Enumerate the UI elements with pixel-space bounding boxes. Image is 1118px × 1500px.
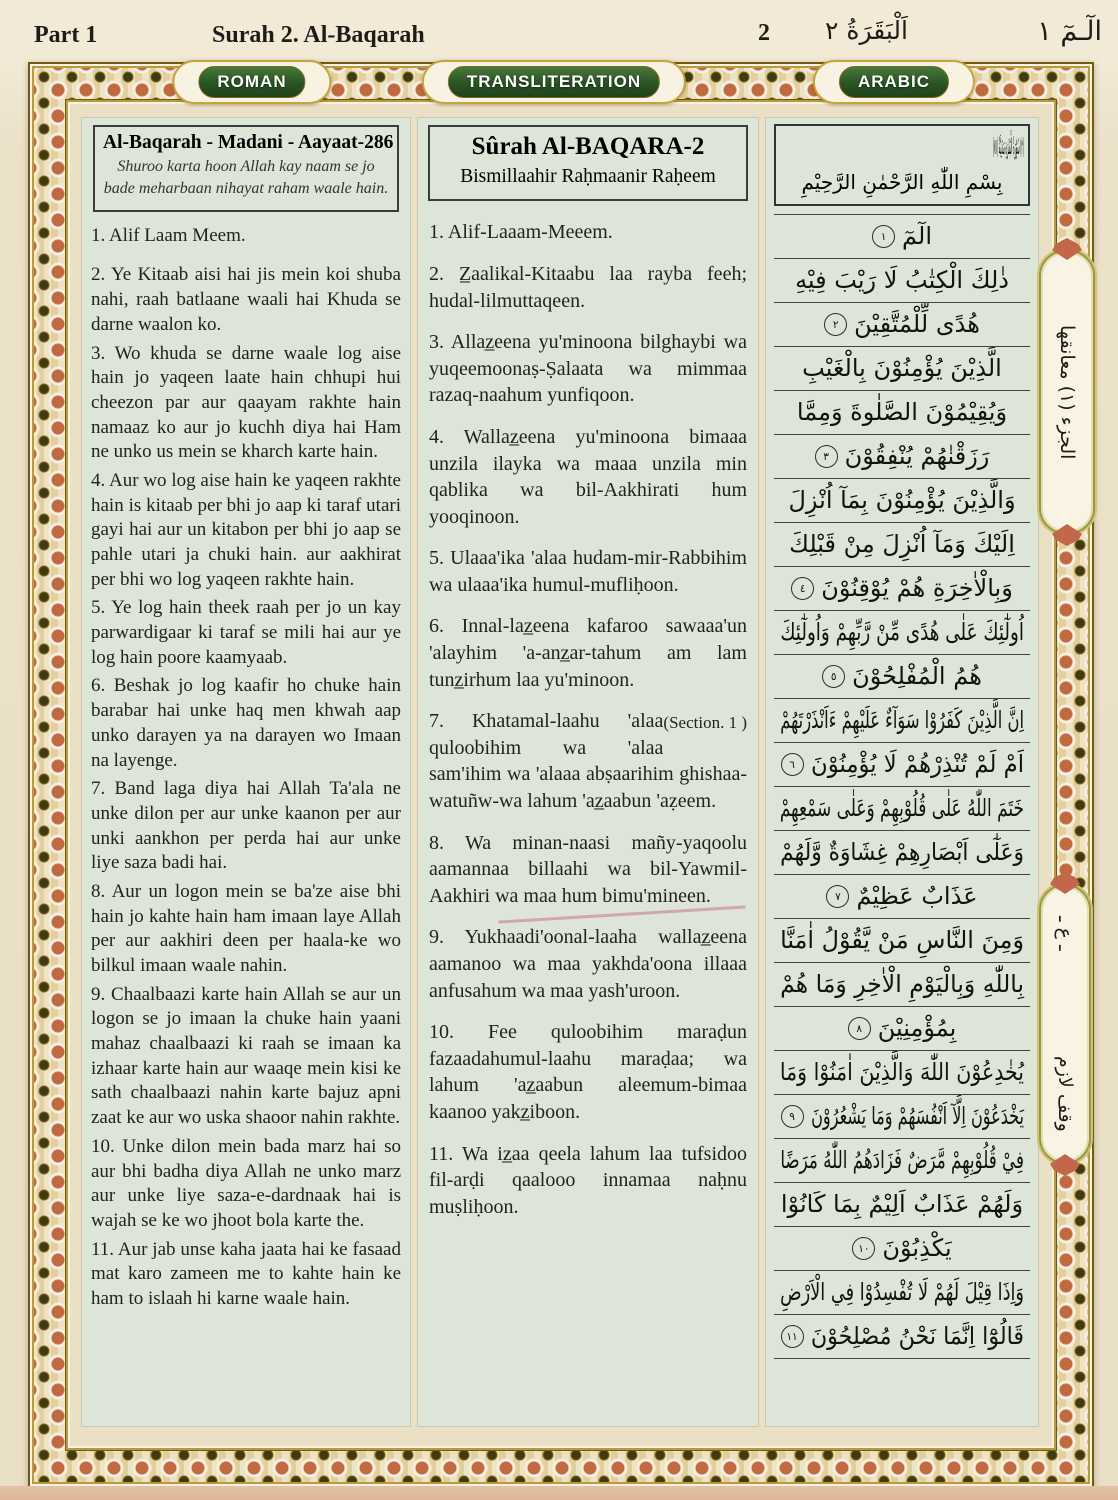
column-tab-roman [172,60,331,104]
roman-tab-label: ROMAN [198,66,305,98]
verse-end-marker: ١٠ [852,1237,875,1260]
arabic-header-box [774,124,1030,206]
quran-line-row [774,1271,1030,1315]
surah-title-arabic: اَلْبَقَرَةُ ٢ [824,16,908,45]
translit-verse [426,924,750,1004]
quran-line-row [774,1051,1030,1095]
quran-line-text: خَتَمَ اللّٰهُ عَلٰى قُلُوْبِهِمْ وَعَلٰى سَمْعِهِمْ [779,794,1024,823]
quran-line-text: عَذَابٌ عَظِيْمٌ [856,882,978,911]
quran-line-row [774,831,1030,875]
quran-line-row [774,567,1030,611]
part-label: Part 1 [34,22,98,48]
quran-line-text: وَعَلٰٓى اَبْصَارِهِمْ غِشَاوَةٌ وَّلَهُمْ [780,838,1024,867]
quran-line-row [774,215,1030,259]
quran-line-row [774,787,1030,831]
arabic-surah-title: (٢) سُوْرَةُ الْبَقَرَةِ مَدَنِيَّةٌ (٨٧) [993,135,1024,160]
opening-letters-arabic: الٓـمٓ ١ [1037,16,1102,47]
running-head [0,16,1118,58]
transliteration-tab-label: TRANSLITERATION [448,66,660,98]
translit-verse-text: 5. Ulaaa'ika 'alaa hudam-mir-Rabbihim wa ulaaa'ika humul-mufliḥoon. [429,547,747,596]
column-tab-arabic [813,60,975,104]
arabic-tab-label: ARABIC [839,66,949,98]
ruku-marker-text: ـ ع ـ [1054,916,1076,951]
quran-line-text: وَيُقِيْمُوْنَ الصَّلٰوةَ وَمِمَّا [796,398,1008,427]
translit-verse [426,1141,750,1221]
quran-line-text: وَاِذَا قِيْلَ لَهُمْ لَا تُفْسِدُوْا فِي الْاَرْضِ [780,1278,1024,1307]
verse-end-marker: ١١ [781,1325,804,1348]
quran-line-text: اَمْ لَمْ تُنْذِرْهُمْ لَا يُؤْمِنُوْنَ [810,750,1024,779]
translit-verse-list [426,219,750,1220]
quran-line-row [774,699,1030,743]
roman-verse: 6. Beshak jo log kaafir ho chuke hain barabar hai unke haq men khwah aap unko darayen ya na darayen wo Imaan na layenge. [91,675,401,771]
verse-end-marker: ٩ [781,1105,804,1128]
quran-line-text: وَلَهُمْ عَذَابٌ اَلِيْمٌ بِمَا كَانُوْا [780,1190,1024,1219]
verse-end-marker: ٧ [826,885,849,908]
quran-line-text: قَالُوْٓا اِنَّمَا نَحْنُ مُصْلِحُوْنَ [810,1322,1024,1351]
page-number: 2 [758,20,770,46]
verse-end-marker: ٣ [815,445,838,468]
surah-title: Surah 2. Al-Baqarah [212,22,425,48]
three-column-layout [82,118,1038,1426]
translit-verse [426,424,750,530]
quran-line-row [774,391,1030,435]
verse-end-marker: ٢ [824,313,847,336]
quran-line-row [774,1315,1030,1359]
waqf-lazim-text: وقف لازم [1054,1056,1076,1132]
roman-verse: 10. Unke dilon mein bada marz hai so aur bhi badha diya Allah ne unko marz aur unke liye saza-e-dardnaak hai is wajah se ke wo jhoot bola karte the. [91,1135,401,1231]
section-note: (Section. 1 ) [663,713,747,733]
roman-verse: 4. Aur wo log aise hain ke yaqeen rakhte hain is kitaab per bhi jo aap ki taraf utari gayi hai aur un kitabon per bhi jo aap se pahle utari ja chuki hain. aur aakhirat per bhi wo log yaqeen rakhte hain. [91,469,401,590]
verse-end-marker: ٤ [791,577,814,600]
roman-column [82,118,410,1426]
page-bottom-edge [0,1486,1118,1500]
translit-verse [426,708,750,814]
quran-line-row [774,963,1030,1007]
quran-line-row [774,523,1030,567]
page-inner-area [70,104,1052,1446]
ornamental-border-frame [28,62,1094,1488]
juz-marker-text: الجزء (١) معانقها [1056,324,1078,460]
translit-verse [426,261,750,314]
quran-line-text: يَكْذِبُوْنَ [882,1234,952,1263]
roman-header-subtitle: Shuroo karta hoon Allah kay naam se jo bade meharbaan nihayat raham waale hain. [103,158,389,198]
verse-end-marker: ٦ [781,753,804,776]
quran-line-text: يَخْدَعُوْنَ اِلَّآ اَنْفُسَهُمْ وَمَا يَشْعُرُوْنَ [810,1102,1024,1131]
roman-header-box [93,125,399,212]
quran-line-text: هُدًى لِّلْمُتَّقِيْنَ [854,310,980,339]
roman-verse: 7. Band laga diya hai Allah Ta'ala ne unke dilon per aur unke kaanon per aur unki aankhon per perda hai aur unke liye saza badi hai. [91,778,401,874]
translit-verse-text: 6. Innal-laz̲eena kafaroo sawaaa'un 'alayhim 'a-anz̲ar-tahum am lam tunz̲irhum laa yu'minoon. [429,615,747,691]
column-tab-transliteration [422,60,686,104]
quran-line-text: رَزَقْنٰهُمْ يُنْفِقُوْنَ [844,442,990,471]
roman-verse: 1. Alif Laam Meem. [91,224,246,246]
verse-end-marker: ٥ [822,665,845,688]
quran-line-text: وَبِالْاٰخِرَةِ هُمْ يُوْقِنُوْنَ [821,574,1013,603]
quran-line-row [774,1139,1030,1183]
quran-line-row [774,655,1030,699]
quran-line-row [774,1095,1030,1139]
quran-line-row [774,347,1030,391]
quran-line-text: اُولٰٓئِكَ عَلٰى هُدًى مِّنْ رَّبِّهِمْ وَاُولٰٓئِكَ [780,618,1024,647]
quran-line-row [774,479,1030,523]
translit-verse-text: 9. Yukhaadi'oonal-laaha wallaz̲eena aamanoo wa maa yakhda'oona illaaa anfusahum wa maa yash'uroon. [429,926,747,1002]
transliteration-column [418,118,758,1426]
roman-header-title: Al-Baqarah - Madani - Aayaat-286 [103,132,394,153]
margin-cartouche-waqf [1039,884,1091,1164]
translit-verse-text: 3. Allaz̲eena yu'minoona bilghaybi wa yuqeemoonaṣ-Ṣalaata wa mimmaa razaq-naahum yunfiqoon. [429,331,747,407]
quran-line-row [774,1007,1030,1051]
quran-line-text: هُمُ الْمُفْلِحُوْنَ [852,662,982,691]
translit-header-title: Sûrah Al-BAQARA-2 [471,133,705,160]
translit-verse-text: 1. Alif-Laaam-Meeem. [429,221,613,244]
quran-line-row [774,875,1030,919]
roman-verse: 2. Ye Kitaab aisi hai jis mein koi shuba nahi, raah batlaane waali hai Khuda se darne waalon ko. [91,264,401,335]
basmala: بِسْمِ اللّٰهِ الرَّحْمٰنِ الرَّحِيْمِ [801,170,1003,194]
roman-verse: 8. Aur un logon mein se ba'ze aise bhi hain jo kahte hain ham imaan laye Allah per aur aakhiri deen per haala-ke wo bilkul imaan waale nahin. [91,880,401,977]
quran-line-row [774,743,1030,787]
quran-line-text: ذٰلِكَ الْكِتٰبُ لَا رَيْبَ فِيْهِ [795,266,1009,295]
translit-verse-text: 8. Wa minan-naasi mañy-yaqoolu aamannaa billaahi wa bil-Yawmil-Aakhiri wa maa hum bimu'mineen. [429,831,747,907]
quran-line-grid [774,214,1030,1359]
quran-line-row [774,259,1030,303]
arabic-column [766,118,1038,1426]
quran-line-row [774,303,1030,347]
translit-header-box [428,125,748,201]
translit-verse-text: 10. Fee quloobihim maraḍun fazaadahumul-laahu maraḍaa; wa lahum 'az̲aabun aleemum-bimaa kaanoo yakz̲iboon. [429,1021,747,1123]
translit-verse-text: 7. Khatamal-laahu 'alaa quloobihim wa 'alaa sam'ihim wa 'alaaa abṣaarihim ghishaa-watuñw-wa lahum 'az̲aabun 'aẓeem. [429,710,747,813]
quran-line-text: الَّذِيْنَ يُؤْمِنُوْنَ بِالْغَيْبِ [802,354,1002,383]
translit-verse [426,219,750,246]
quran-line-text: يُخٰدِعُوْنَ اللّٰهَ وَالَّذِيْنَ اٰمَنُوْا وَمَا [779,1058,1024,1087]
margin-cartouche-juz [1039,250,1095,534]
roman-verse: 11. Aur jab unse kaha jaata hai ke fasaad mat karo zameen me to kahte hain ke ham to islaah hi karne waale hain. [91,1238,401,1309]
verse-end-marker: ١ [872,225,895,248]
quran-line-text: بِاللّٰهِ وَبِالْيَوْمِ الْاٰخِرِ وَمَا هُمْ [780,970,1024,999]
translit-verse [426,545,750,598]
verse-end-marker: ٨ [848,1017,871,1040]
quran-line-row [774,919,1030,963]
quran-line-text: اِلَيْكَ وَمَآ اُنْزِلَ مِنْ قَبْلِكَ [789,530,1015,559]
quran-line-text: اِنَّ الَّذِيْنَ كَفَرُوْا سَوَآءٌ عَلَيْهِمْ ءَاَنْذَرْتَهُمْ [780,706,1024,735]
quran-line-row [774,1227,1030,1271]
translit-verse-text: 2. Z̲aalikal-Kitaabu laa rayba feeh; hudal-lilmuttaqeen. [429,262,747,312]
translit-verse [426,613,750,693]
translit-verse [426,329,750,409]
roman-verse: 5. Ye log hain theek raah per jo un kay parwardigaar ki taraf se mili hai aur ye log hain poore kaamyaab. [91,597,401,668]
quran-line-row [774,1183,1030,1227]
quran-line-text: الٓمٓ [902,222,932,251]
roman-verse-list [91,224,401,1312]
roman-verse: 3. Wo khuda se darne waale log aise hain jo yaqeen laate hain chhupi hui cheezon par aur qaayam rakhte hain namaaz ko aur jo kuchh diya hai Ham ne unko us mein se kharch karte hain. [91,342,401,463]
translit-verse [426,1019,750,1125]
translit-header-subtitle: Bismillaahir Raḥmaanir Raḥeem [460,166,716,187]
quran-line-text: وَمِنَ النَّاسِ مَنْ يَّقُوْلُ اٰمَنَّا [780,926,1024,955]
quran-line-text: وَالَّذِيْنَ يُؤْمِنُوْنَ بِمَآ اُنْزِلَ [788,486,1016,515]
translit-verse [426,830,750,910]
quran-line-row [774,435,1030,479]
translit-verse-text: 4. Wallaz̲eena yu'minoona bimaaa unzila ilayka wa maaa unzila min qablika wa bil-Aakhirati hum yooqinoon. [429,425,747,528]
roman-verse: 9. Chaalbaazi karte hain Allah se aur un logon se jo imaan la chuke hain yaani mahaz chaalbaazi ki raah se imaan ka izhaar karte hain aur waaqe mein kisi ke sath chaalbaazi nahin karte bajuz apni zaat ke aur wo uska shaoor nahin rakhte. [91,983,401,1129]
quran-line-text: بِمُؤْمِنِيْنَ [877,1014,957,1043]
quran-line-row [774,611,1030,655]
quran-line-text: فِيْ قُلُوْبِهِمْ مَّرَضٌ فَزَادَهُمُ اللّٰهُ مَرَضًا [780,1146,1024,1175]
translit-verse-text: 11. Wa iz̲aa qeela lahum laa tufsidoo fil-arḍi qaalooo innamaa naḥnu muṣliḥoon. [429,1142,747,1218]
